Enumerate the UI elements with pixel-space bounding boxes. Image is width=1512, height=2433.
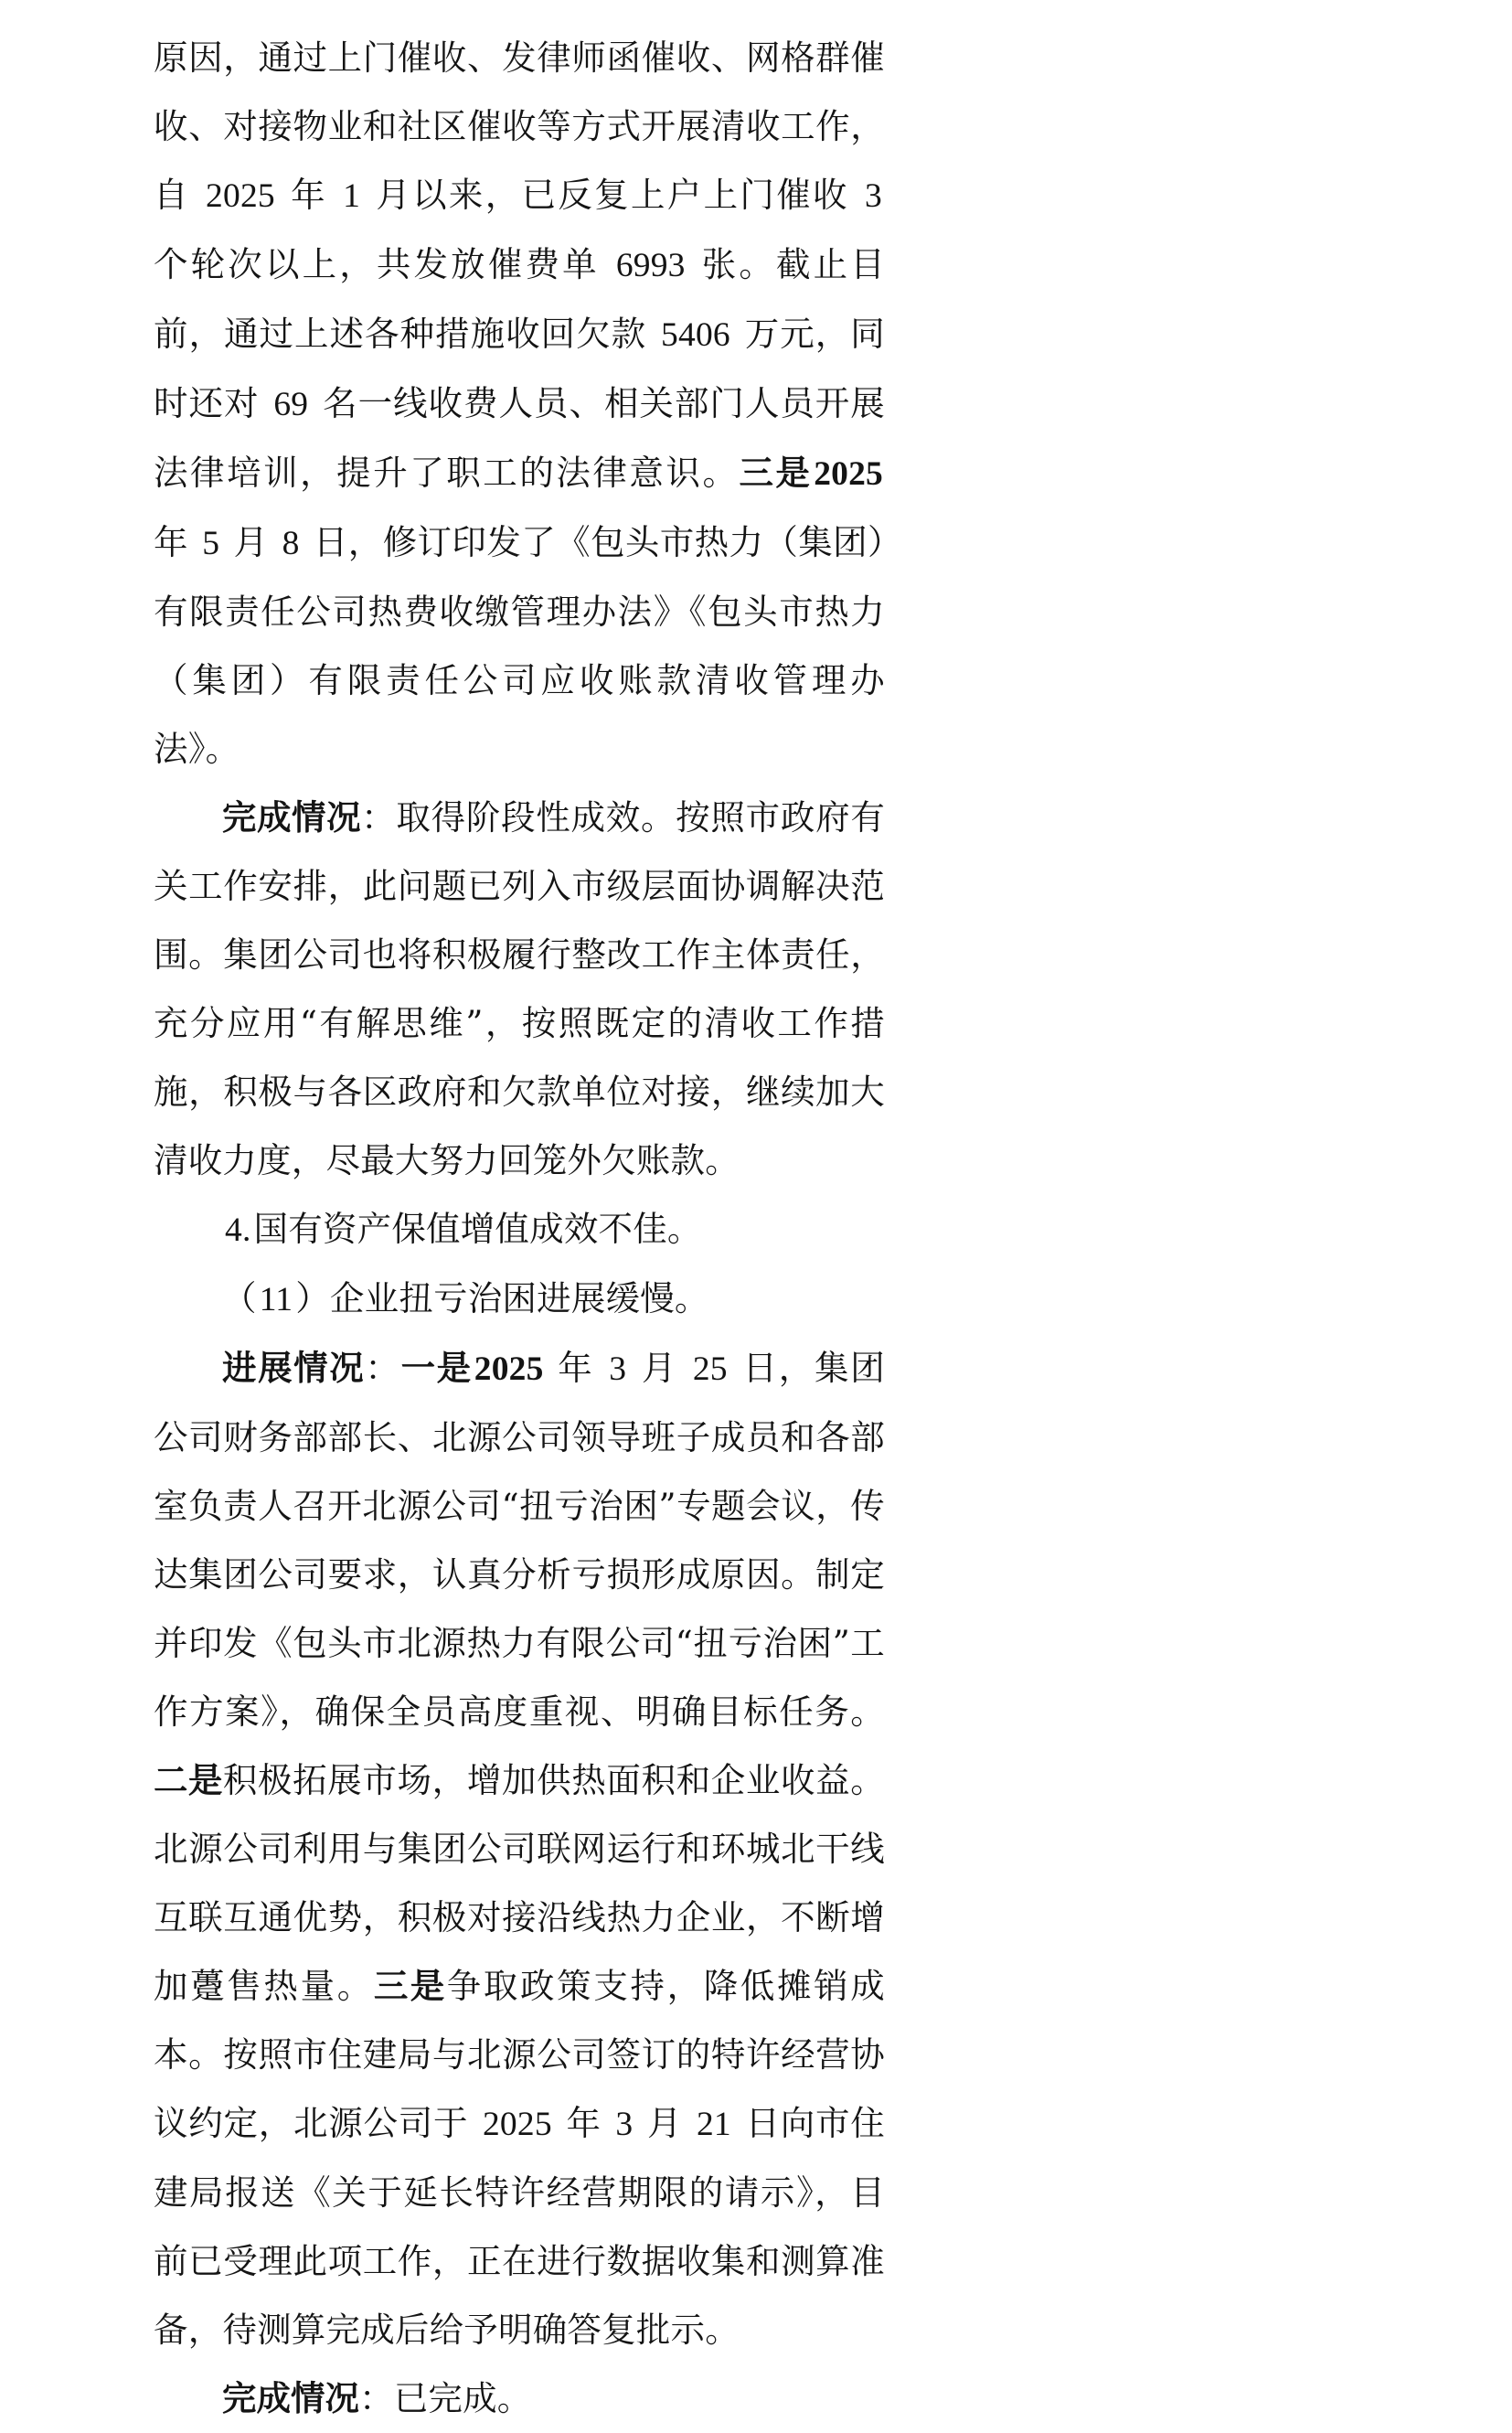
paragraph-p3	[154, 1195, 885, 1265]
text-run: 万元，同时还对	[154, 314, 886, 423]
numeric-run: 4.	[225, 1211, 251, 1249]
numeric-run: 3	[609, 1350, 627, 1388]
text-run: 原因，通过上门催收、发律师函催收、网格群催收、对接物业和社区催收等方式开展清收工作，自	[154, 37, 885, 215]
numeric-run: 3	[615, 2106, 634, 2143]
text-run: ：已完成。	[359, 2378, 532, 2418]
bold-lead-in: 进展情况	[222, 1348, 366, 1388]
bold-lead-in: 完成情况	[222, 2378, 359, 2418]
bold-lead-in: 三是	[373, 1966, 447, 2006]
text-run: ）企业扭亏治困进展缓慢。	[295, 1278, 709, 1318]
text-run: 名一线收费人员、相关部门人员开展法律培训，提升了职工的法律意识。	[154, 383, 885, 493]
numeric-run: 6993	[615, 247, 686, 284]
document-text-column	[154, 24, 885, 2433]
text-run: 年	[277, 175, 341, 215]
bold-lead-in: 三是	[739, 453, 813, 493]
text-run: 日，集团公司财务部部长、北源公司领导班子成员和各部室负责人召开北源公司“扭亏治困”专题会议，传达集团公司要求，认真分析亏损形成原因。制定并印发《包头市北源热力有限公司“扭亏治困”工作方案》，确保全员高度重视、明确目标任务。	[154, 1348, 885, 1732]
paragraph-p2	[154, 784, 885, 1195]
paragraph-p4	[154, 1265, 885, 1334]
text-run: 争取政策支持，降低摊销成本。按照市住建局与北源公司签订的特许经营协议约定，北源公司于	[154, 1966, 886, 2143]
text-run: 月	[635, 2103, 694, 2143]
text-run: 张。截止目前，通过上述各种措施收回欠款	[154, 244, 885, 354]
text-run: 月	[629, 1348, 690, 1388]
bold-lead-in: 一是	[400, 1348, 473, 1388]
text-run: 国有资产保值增值成效不佳。	[253, 1209, 702, 1249]
numeric-run: 1	[343, 177, 361, 215]
text-run: （	[222, 1278, 257, 1318]
numeric-run: 5	[202, 525, 220, 562]
text-run: 年	[545, 1348, 607, 1388]
bold-numeric-run: 2025	[814, 455, 884, 493]
text-run: 月以来，已反复上户上门催收	[363, 175, 863, 215]
numeric-run: 2025	[482, 2106, 552, 2143]
text-run: ：取得阶段性成效。按照市政府有关工作安排，此问题已列入市级层面协调解决范围。集团公司也将积极履行整改工作主体责任，充分应用“有解思维”，按照既定的清收工作措施，积极与各区政府和欠款单位对接，继续加大清收力度，尽最大努力回笼外欠账款。	[154, 797, 886, 1180]
text-run: 积极拓展市场，增加供热面积和企业收益。北源公司利用与集团公司联网运行和环城北干线互联互通优势，积极对接沿线热力企业，不断增加躉售热量。	[154, 1760, 885, 2006]
bold-lead-in: 二是	[154, 1760, 223, 1800]
numeric-run: 11	[259, 1281, 293, 1318]
paragraph-p1	[154, 24, 885, 784]
numeric-run: 2025	[206, 177, 275, 215]
numeric-run: 25	[692, 1350, 728, 1388]
numeric-run: 3	[865, 177, 882, 215]
text-run: 日向市住建局报送《关于延长特许经营期限的请示》，目前已受理此项工作，正在进行数据收集和测算准备，待测算完成后给予明确答复批示。	[154, 2103, 885, 2350]
numeric-run: 8	[282, 525, 300, 562]
numeric-run: 5406	[661, 316, 730, 354]
text-run: ：	[365, 1348, 401, 1388]
text-run: 年	[154, 522, 200, 562]
numeric-run: 21	[696, 2106, 731, 2143]
text-run: 日，修订印发了《包头市热力（集团）有限责任公司热费收缴管理办法》《包头市热力（集团）有限责任公司应收账款清收管理办法》。	[154, 522, 885, 769]
text-run: 年	[554, 2103, 613, 2143]
numeric-run: 69	[273, 386, 309, 423]
paragraph-p5	[154, 1334, 885, 2364]
bold-lead-in: 完成情况	[222, 797, 362, 838]
text-run: 月	[222, 522, 280, 562]
bold-numeric-run: 2025	[474, 1350, 544, 1388]
paragraph-p6	[154, 2364, 885, 2433]
text-run: 个轮次以上，共发放催费单	[154, 244, 613, 284]
